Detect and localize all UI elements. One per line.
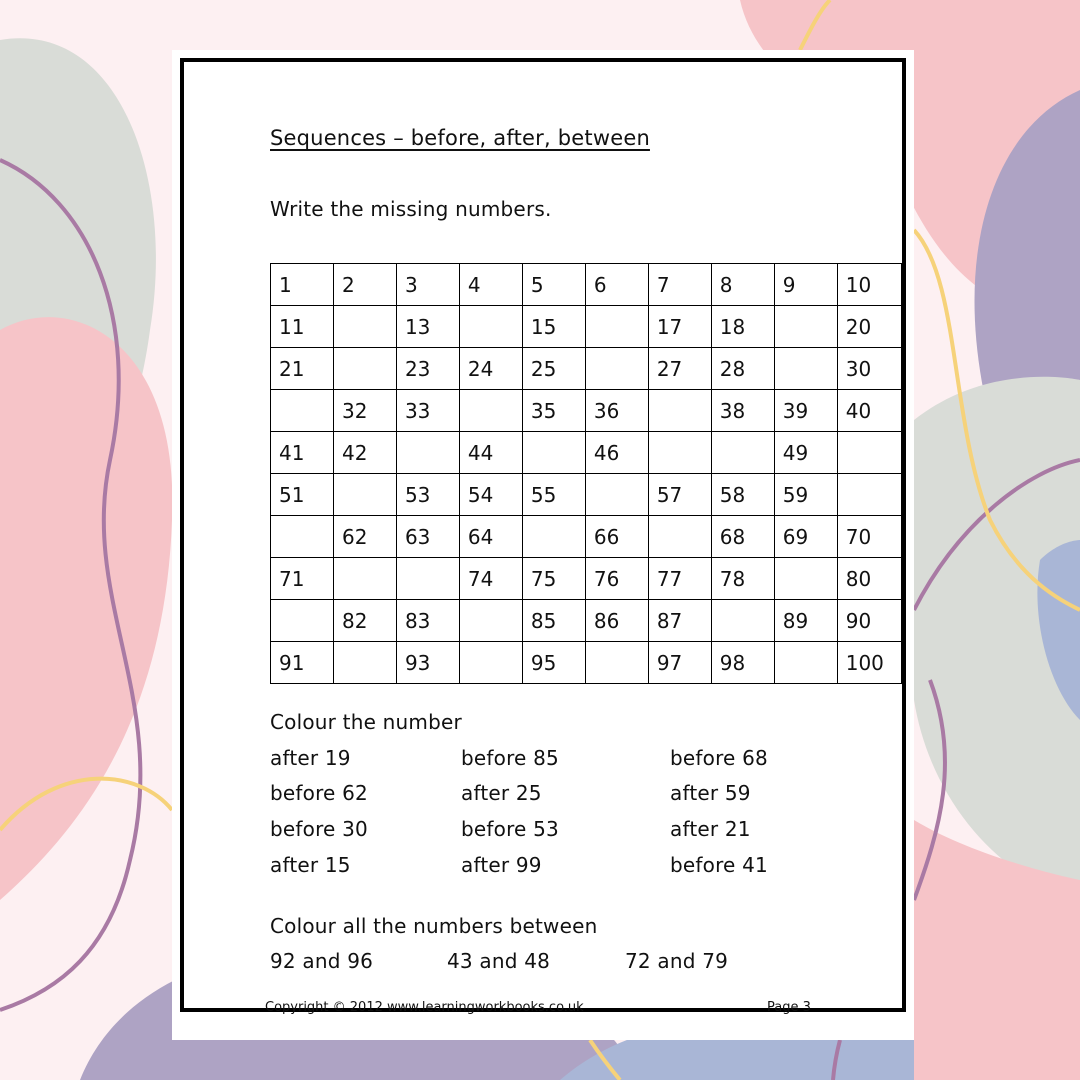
grid-cell: 30 [837,348,901,390]
grid-cell-blank[interactable] [459,390,522,432]
grid-cell-blank[interactable] [711,432,774,474]
grid-cell-blank[interactable] [648,390,711,432]
grid-cell-blank[interactable] [459,642,522,684]
grid-cell-blank[interactable] [271,516,334,558]
clue-item: after 59 [670,781,751,805]
grid-row [271,264,902,306]
grid-row [271,558,902,600]
grid-cell: 41 [271,432,334,474]
grid-cell: 8 [711,264,774,306]
grid-cell-blank[interactable] [837,432,901,474]
grid-cell-blank[interactable] [459,600,522,642]
clue-item: before 53 [461,817,559,841]
grid-cell: 3 [396,264,459,306]
grid-cell: 33 [396,390,459,432]
grid-cell: 18 [711,306,774,348]
between-item: 72 and 79 [625,949,729,973]
clue-item: before 68 [670,746,768,770]
grid-cell: 59 [774,474,837,516]
grid-cell-blank[interactable] [396,558,459,600]
worksheet-title: Sequences – before, after, between [270,126,650,150]
grid-cell: 90 [837,600,901,642]
grid-cell: 4 [459,264,522,306]
colour-between-heading: Colour all the numbers between [270,914,598,938]
grid-cell: 2 [333,264,396,306]
grid-cell: 15 [522,306,585,348]
grid-cell-blank[interactable] [648,432,711,474]
grid-cell: 9 [774,264,837,306]
grid-cell: 39 [774,390,837,432]
grid-row [271,516,902,558]
grid-cell-blank[interactable] [774,558,837,600]
grid-cell: 70 [837,516,901,558]
grid-cell: 1 [271,264,334,306]
grid-cell: 74 [459,558,522,600]
grid-cell: 86 [585,600,648,642]
grid-cell: 5 [522,264,585,306]
clue-item: before 85 [461,746,559,770]
grid-cell: 36 [585,390,648,432]
grid-cell-blank[interactable] [271,600,334,642]
grid-row [271,348,902,390]
grid-cell-blank[interactable] [459,306,522,348]
grid-cell: 100 [837,642,901,684]
clue-item: before 30 [270,817,368,841]
grid-cell-blank[interactable] [837,474,901,516]
clue-item: after 19 [270,746,351,770]
grid-cell: 64 [459,516,522,558]
grid-cell-blank[interactable] [585,348,648,390]
grid-row [271,390,902,432]
grid-cell: 82 [333,600,396,642]
grid-cell: 17 [648,306,711,348]
grid-cell: 44 [459,432,522,474]
grid-cell: 78 [711,558,774,600]
grid-cell: 54 [459,474,522,516]
grid-cell: 62 [333,516,396,558]
copyright-notice: Copyright © 2012 www.learningworkbooks.co.uk [265,1000,584,1015]
grid-cell-blank[interactable] [522,432,585,474]
grid-cell: 40 [837,390,901,432]
worksheet-page [172,50,914,1040]
grid-cell: 38 [711,390,774,432]
grid-cell: 80 [837,558,901,600]
grid-cell: 98 [711,642,774,684]
grid-cell-blank[interactable] [396,432,459,474]
instruction-text: Write the missing numbers. [270,197,552,221]
grid-cell-blank[interactable] [774,306,837,348]
grid-row [271,600,902,642]
grid-cell: 6 [585,264,648,306]
grid-cell-blank[interactable] [333,306,396,348]
worksheet-border [180,58,906,1015]
grid-cell: 49 [774,432,837,474]
grid-cell-blank[interactable] [648,516,711,558]
between-item: 92 and 96 [270,949,374,973]
clue-item: after 25 [461,781,542,805]
grid-cell-blank[interactable] [522,516,585,558]
grid-row [271,642,902,684]
grid-cell: 10 [837,264,901,306]
grid-cell: 28 [711,348,774,390]
grid-cell-blank[interactable] [333,642,396,684]
grid-cell: 23 [396,348,459,390]
grid-cell: 93 [396,642,459,684]
grid-cell: 21 [271,348,334,390]
grid-row [271,306,902,348]
grid-cell: 75 [522,558,585,600]
grid-cell: 95 [522,642,585,684]
grid-cell: 87 [648,600,711,642]
grid-cell: 46 [585,432,648,474]
grid-cell: 11 [271,306,334,348]
grid-cell: 77 [648,558,711,600]
clue-item: after 99 [461,853,542,877]
clue-item: before 62 [270,781,368,805]
grid-cell-blank[interactable] [333,558,396,600]
grid-cell: 53 [396,474,459,516]
grid-cell: 20 [837,306,901,348]
clue-item: after 21 [670,817,751,841]
grid-cell: 83 [396,600,459,642]
grid-cell-blank[interactable] [333,474,396,516]
grid-cell: 69 [774,516,837,558]
grid-cell-blank[interactable] [333,348,396,390]
grid-cell: 51 [271,474,334,516]
grid-cell: 55 [522,474,585,516]
grid-cell-blank[interactable] [585,642,648,684]
grid-cell: 27 [648,348,711,390]
grid-cell: 25 [522,348,585,390]
clue-item: before 41 [670,853,768,877]
number-grid [270,263,902,684]
grid-cell: 91 [271,642,334,684]
grid-cell: 89 [774,600,837,642]
grid-cell: 42 [333,432,396,474]
grid-cell-blank[interactable] [774,348,837,390]
grid-cell: 66 [585,516,648,558]
clue-item: after 15 [270,853,351,877]
grid-cell: 24 [459,348,522,390]
grid-cell-blank[interactable] [271,390,334,432]
grid-cell-blank[interactable] [585,306,648,348]
grid-cell: 35 [522,390,585,432]
grid-cell: 7 [648,264,711,306]
between-item: 43 and 48 [447,949,551,973]
grid-cell: 71 [271,558,334,600]
grid-cell-blank[interactable] [585,474,648,516]
grid-row [271,474,902,516]
page-number: Page 3 [767,1000,811,1015]
grid-row [271,432,902,474]
grid-cell: 76 [585,558,648,600]
grid-cell-blank[interactable] [711,600,774,642]
grid-cell: 97 [648,642,711,684]
grid-cell: 32 [333,390,396,432]
colour-number-heading: Colour the number [270,710,462,734]
grid-cell: 13 [396,306,459,348]
grid-cell: 68 [711,516,774,558]
grid-cell: 58 [711,474,774,516]
grid-cell: 63 [396,516,459,558]
grid-cell: 85 [522,600,585,642]
grid-cell-blank[interactable] [774,642,837,684]
grid-cell: 57 [648,474,711,516]
